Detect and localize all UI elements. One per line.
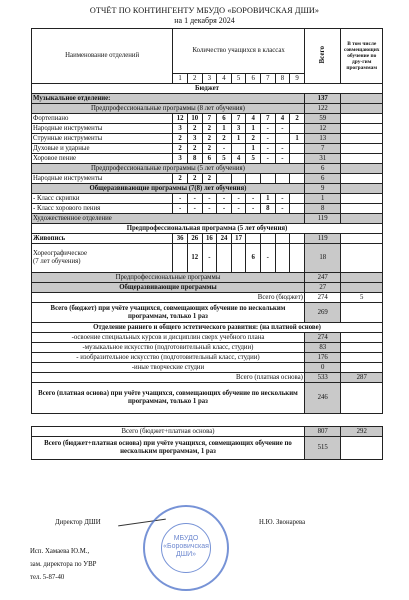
class-cell: 12: [187, 244, 202, 273]
class-cell: 1: [246, 144, 261, 154]
budget-once-label: Всего (бюджет) при учёте учащихся, совмещающих обучение по нескольким программам, только 1 раз: [32, 303, 305, 323]
stamp-center-text: МБУДО «Боровичская ДШИ»: [161, 523, 211, 573]
paid-once-label: Всего (платная основа) при учёте учащихся, совмещающих обучение по нескольким программам, только 1 раз: [32, 383, 305, 414]
class-cell: 6: [202, 154, 217, 164]
paid-row-label: - изобразительное искусство (подготовительный класс, студии): [32, 353, 305, 363]
director-name: Н.Ю. Звонарева: [259, 519, 306, 526]
row-total: 18: [304, 244, 341, 273]
general78-label: Общеразвивающие программы (7(8) лет обучения): [32, 184, 305, 194]
class-cell: [231, 144, 246, 154]
class-number: 5: [231, 74, 246, 84]
class-cell: -: [217, 144, 232, 154]
class-cell: 3: [173, 154, 188, 164]
class-cell: -: [275, 204, 290, 214]
class-cell: 6: [246, 244, 261, 273]
class-cell: 5: [217, 154, 232, 164]
class-cell: [246, 174, 261, 184]
general78-total: 9: [304, 184, 341, 194]
class-cell: -: [275, 194, 290, 204]
paid-row-value: 274: [304, 333, 341, 343]
row-note: [341, 244, 383, 273]
table-row: [32, 144, 383, 154]
class-cell: 2: [217, 134, 232, 144]
row-label: Народные инструменты: [32, 124, 173, 134]
row-note: [341, 124, 383, 134]
table-row: [32, 124, 383, 134]
row-total: 12: [304, 124, 341, 134]
row-label: Фортепиано: [32, 114, 173, 124]
class-cell: -: [260, 154, 275, 164]
contingent-table: [31, 28, 383, 460]
class-cell: 2: [187, 144, 202, 154]
class-cell: -: [187, 204, 202, 214]
class-cell: 2: [202, 134, 217, 144]
class-cell: 17: [231, 234, 246, 244]
class-cell: -: [275, 144, 290, 154]
grand-once-value: 515: [304, 437, 341, 460]
report-title: ОТЧЁТ ПО КОНТИНГЕНТУ МБУДО «БОРОВИЧСКАЯ ДШИ»: [89, 6, 320, 15]
paid-row: [32, 343, 383, 353]
class-cell: 2: [187, 124, 202, 134]
class-cell: 2: [187, 174, 202, 184]
paid-section-label: Отделение раннего и общего эстетического развития: (на платной основе): [32, 323, 383, 333]
executor: Исп. Хамаева Ю.М.,: [30, 548, 90, 555]
paid-row-note: [341, 343, 383, 353]
art-dept-total: 119: [304, 214, 341, 224]
class-cell: 2: [173, 144, 188, 154]
row-label: Народные инструменты: [32, 174, 173, 184]
paid-row-note: [341, 363, 383, 373]
note-header: В том числе совмещающих обучение по дру-гим программам: [341, 29, 383, 84]
class-cell: 1: [217, 124, 232, 134]
paid-row: [32, 353, 383, 363]
class-cell: 1: [231, 134, 246, 144]
paid-once-value: 246: [304, 383, 341, 414]
general-summary-value: 27: [304, 283, 341, 293]
class-cell: -: [275, 124, 290, 134]
class-cell: [260, 234, 275, 244]
class-cell: 1: [260, 194, 275, 204]
row-note: [341, 174, 383, 184]
paid-total-value: 533: [304, 373, 341, 383]
row-label-main: Хореографическое: [33, 250, 88, 258]
row-note: [341, 144, 383, 154]
class-number: 4: [217, 74, 232, 84]
official-stamp: [143, 505, 229, 591]
row-total: 31: [304, 154, 341, 164]
row-label: Хоровое пение: [32, 154, 173, 164]
class-cell: [290, 154, 305, 164]
class-cell: -: [231, 194, 246, 204]
row-label: Струнные инструменты: [32, 134, 173, 144]
director-label: Директор ДШИ: [55, 519, 101, 526]
class-cell: [290, 234, 305, 244]
row-total: 119: [304, 234, 341, 244]
table-row: [32, 154, 383, 164]
students-by-class-header: Количество учащихся в классах: [173, 29, 305, 74]
row-label: - Класс скрипки: [32, 194, 173, 204]
row-label: [32, 244, 173, 273]
class-number: 1: [173, 74, 188, 84]
class-cell: -: [275, 154, 290, 164]
table-row: [32, 244, 383, 273]
row-note: [341, 194, 383, 204]
class-cell: 8: [260, 204, 275, 214]
class-cell: 2: [173, 134, 188, 144]
class-cell: [290, 204, 305, 214]
row-total: 8: [304, 204, 341, 214]
class-cell: 24: [217, 234, 232, 244]
class-cell: 7: [231, 114, 246, 124]
row-total: 7: [304, 144, 341, 154]
class-cell: [217, 174, 232, 184]
class-cell: [290, 244, 305, 273]
class-number: 7: [260, 74, 275, 84]
class-cell: -: [173, 194, 188, 204]
preprof8-label: Предпрофессиональные программы (8 лет обучения): [32, 104, 305, 114]
report-date: на 1 декабря 2024: [174, 16, 235, 25]
art-preprof-label: Предпрофессиональная программа (5 лет обучения): [32, 224, 383, 234]
paid-row-label: -иные творческие студии: [32, 363, 305, 373]
class-cell: -: [202, 194, 217, 204]
preprof5-total: 6: [304, 164, 341, 174]
class-cell: 7: [202, 114, 217, 124]
class-number: 9: [290, 74, 305, 84]
art-dept-label: Художественное отделение: [32, 214, 305, 224]
class-cell: 3: [231, 124, 246, 134]
budget-total-label: Всего (бюджет): [32, 293, 305, 303]
class-cell: [246, 234, 261, 244]
class-cell: -: [202, 204, 217, 214]
music-dept-label: Музыкальное отделение:: [32, 94, 305, 104]
general-summary-label: Общеразвивающие программы: [32, 283, 305, 293]
class-cell: 2: [202, 174, 217, 184]
class-cell: [231, 174, 246, 184]
table-row: [32, 134, 383, 144]
class-cell: [275, 134, 290, 144]
class-cell: -: [260, 134, 275, 144]
row-total: 59: [304, 114, 341, 124]
class-cell: 2: [246, 134, 261, 144]
class-cell: [275, 234, 290, 244]
row-note: [341, 204, 383, 214]
budget-section: Бюджет: [32, 84, 383, 94]
paid-total-label: Всего (платная основа): [32, 373, 305, 383]
class-cell: -: [260, 244, 275, 273]
grand-total-value: 807: [304, 427, 341, 437]
row-label: - Класс хорового пения: [32, 204, 173, 214]
row-note: [341, 114, 383, 124]
class-cell: -: [217, 194, 232, 204]
class-cell: 2: [202, 124, 217, 134]
phone: тел. 5-87-40: [30, 574, 65, 581]
class-number: 3: [202, 74, 217, 84]
department-header: Наименование отделений: [32, 29, 173, 84]
class-cell: -: [246, 204, 261, 214]
class-cell: -: [187, 194, 202, 204]
class-cell: 3: [173, 124, 188, 134]
class-cell: 1: [290, 134, 305, 144]
total-header: Всего: [304, 29, 341, 84]
class-cell: 7: [260, 114, 275, 124]
preprof-summary-value: 247: [304, 273, 341, 283]
class-cell: [231, 244, 246, 273]
class-cell: [290, 194, 305, 204]
class-cell: -: [173, 204, 188, 214]
class-cell: 6: [217, 114, 232, 124]
paid-row-value: 83: [304, 343, 341, 353]
class-cell: 4: [246, 114, 261, 124]
class-cell: 12: [173, 114, 188, 124]
paid-row-note: [341, 353, 383, 363]
paid-row-value: 176: [304, 353, 341, 363]
class-cell: 2: [173, 174, 188, 184]
class-cell: [290, 144, 305, 154]
paid-row: [32, 363, 383, 373]
grand-total-combined: 292: [341, 427, 383, 437]
class-cell: [173, 244, 188, 273]
class-cell: [290, 174, 305, 184]
table-row: [32, 114, 383, 124]
class-cell: -: [260, 144, 275, 154]
table-row: [32, 174, 383, 184]
row-label: Духовые и ударные: [32, 144, 173, 154]
class-cell: 10: [187, 114, 202, 124]
class-number: 6: [246, 74, 261, 84]
paid-row-value: 0: [304, 363, 341, 373]
class-number: 2: [187, 74, 202, 84]
preprof-summary-label: Предпрофессиональные программы: [32, 273, 305, 283]
class-cell: 26: [187, 234, 202, 244]
class-cell: [275, 244, 290, 273]
class-cell: 2: [290, 114, 305, 124]
row-label-sub: (7 лет обучения): [33, 258, 81, 265]
paid-row-note: [341, 333, 383, 343]
class-cell: 2: [202, 144, 217, 154]
class-cell: 3: [187, 134, 202, 144]
paid-row: [32, 333, 383, 343]
class-cell: [217, 244, 232, 273]
preprof8-total: 122: [304, 104, 341, 114]
class-cell: [290, 124, 305, 134]
grand-once-label: Всего (бюджет+платная основа) при учёте учащихся, совмещающих обучение по нескольким программам, 1 раз: [32, 437, 305, 460]
paid-row-label: -освоение специальных курсов и дисциплин сверх учебного плана: [32, 333, 305, 343]
class-cell: -: [217, 204, 232, 214]
class-cell: 1: [246, 124, 261, 134]
class-cell: -: [260, 124, 275, 134]
class-cell: 36: [173, 234, 188, 244]
class-cell: -: [231, 204, 246, 214]
row-total: 13: [304, 134, 341, 144]
executor-post: зам. директора по УВР: [30, 561, 97, 568]
row-total: 6: [304, 174, 341, 184]
table-row: [32, 194, 383, 204]
music-dept-total: 137: [304, 94, 341, 104]
class-cell: 5: [246, 154, 261, 164]
row-note: [341, 154, 383, 164]
class-cell: 8: [187, 154, 202, 164]
paid-row-label: -музыкальное искусство (подготовительный класс, студии): [32, 343, 305, 353]
class-cell: 4: [231, 154, 246, 164]
class-number: 8: [275, 74, 290, 84]
table-row: [32, 234, 383, 244]
row-total: 1: [304, 194, 341, 204]
class-cell: [275, 174, 290, 184]
budget-once-value: 269: [304, 303, 341, 323]
row-note: [341, 134, 383, 144]
class-cell: -: [246, 194, 261, 204]
class-cell: [260, 174, 275, 184]
table-header-row: [32, 29, 383, 74]
budget-total-combined: 5: [341, 293, 383, 303]
class-cell: -: [202, 244, 217, 273]
class-cell: 16: [202, 234, 217, 244]
paid-total-combined: 287: [341, 373, 383, 383]
table-row: [32, 204, 383, 214]
row-note: [341, 234, 383, 244]
budget-total-value: 274: [304, 293, 341, 303]
preprof5-label: Предпрофессиональные программы (5 лет обучения): [32, 164, 305, 174]
grand-total-label: Всего (бюджет+платная основа): [32, 427, 305, 437]
class-cell: 4: [275, 114, 290, 124]
row-label: Живопись: [32, 234, 173, 244]
